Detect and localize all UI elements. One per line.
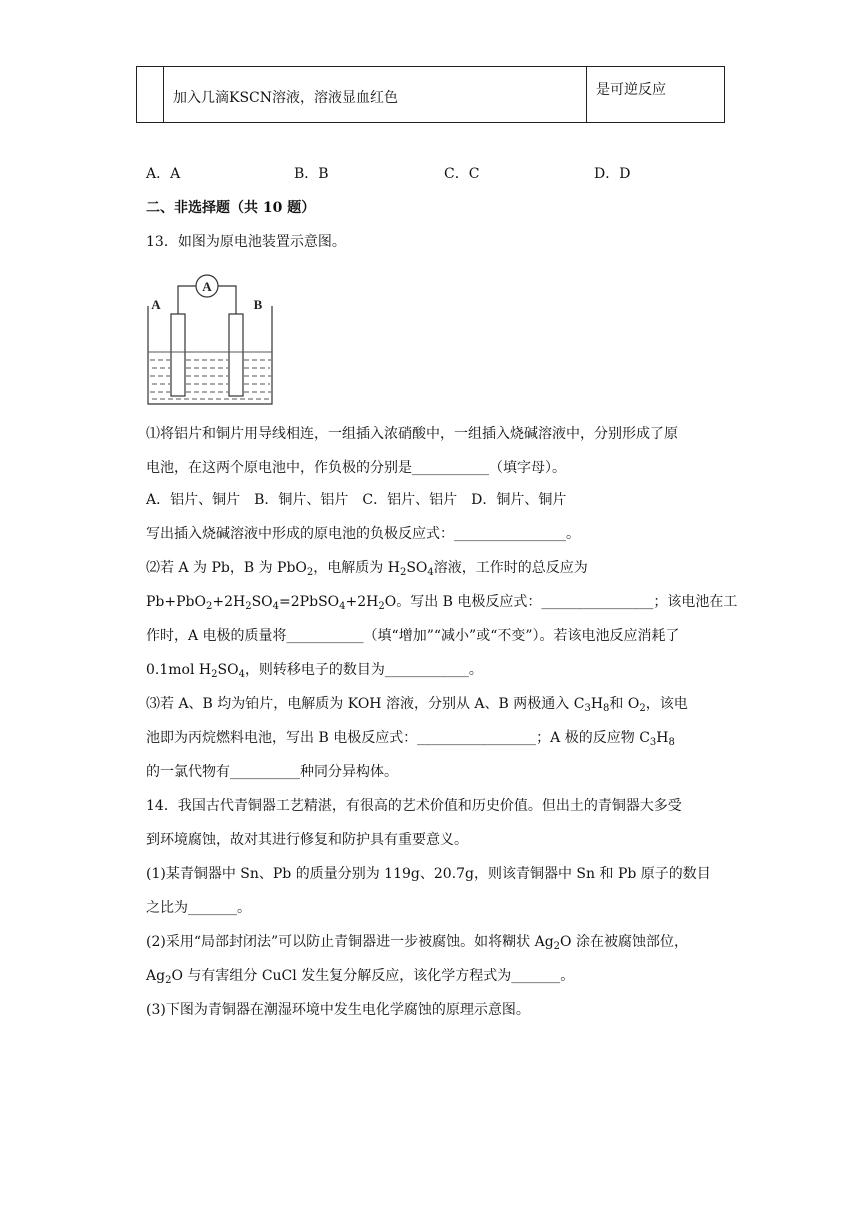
ammeter-label: A — [202, 279, 212, 294]
table-cell-conclusion: 是可逆反应 — [587, 67, 725, 123]
section-title: 二、非选择题（共 10 题） — [146, 200, 316, 216]
table-row — [137, 67, 725, 123]
galvanic-cell-diagram — [140, 264, 280, 410]
q13-p1-line1: ⑴将铝片和铜片用导线相连，一组插入浓硝酸中，一组插入烧碱溶液中，分别形成了原 — [146, 426, 678, 442]
q13-p1-choices: A．铝片、铜片 B．铜片、铝片 C．铝片、铝片 D．铜片、铜片 — [146, 492, 567, 508]
q13-p2-line1: ⑵若 A 为 Pb，B 为 PbO$_2$，电解质为 $H_2SO_4$溶液，工作时的总反应为 — [146, 560, 588, 578]
option-a[interactable]: A．A — [146, 166, 181, 182]
q13-p2-line3: 作时，A 电极的质量将___________（填“增加”“减小”或“不变”）。若该电池反应消耗了 — [146, 628, 680, 644]
q14-p2-line1: (2)采用“局部封闭法”可以防止青铜器进一步被腐蚀。如将糊状 $Ag_2O$ 涂在被腐蚀部位， — [146, 934, 688, 952]
q13-p2-line4: 0.1mol $H_2SO_4$，则转移电子的数目为____________。 — [146, 662, 483, 680]
electrode-a-label: A — [151, 297, 161, 312]
q14-p2-line2: $Ag_2O$ 与有害组分 CuCl 发生复分解反应，该化学方程式为_______。 — [146, 968, 575, 986]
q14-p3: (3)下图为青铜器在潮湿环境中发生电化学腐蚀的原理示意图。 — [146, 1002, 530, 1018]
q13-p2-line2: $Pb+PbO_2+2H_2SO_4=2PbSO_4+2H_2O$。写出 B 电极反应式：________________；该电池在工 — [146, 594, 738, 612]
q13-p3-line2: 池即为丙烷燃料电池，写出 B 电极反应式：_________________；A 极的反应物 $C_3H_8$ — [146, 730, 675, 748]
q13-p1-line3: 写出插入烧碱溶液中形成的原电池的负极反应式：________________。 — [146, 526, 580, 542]
q13-stem: 13．如图为原电池装置示意图。 — [146, 234, 346, 250]
q14-line2: 到环境腐蚀，故对其进行修复和防护具有重要意义。 — [146, 832, 468, 848]
table-cell-index — [137, 67, 164, 123]
q13-p3-line1: ⑶若 A、B 均为铂片，电解质为 KOH 溶液，分别从 A、B 两极通入 $C_3H_8$和 $O_2$，该电 — [146, 696, 688, 714]
electrode-b-label: B — [253, 297, 263, 312]
q14-p1-line2: 之比为_______。 — [146, 900, 251, 916]
q14-p1-line1: (1)某青铜器中 Sn、Pb 的质量分别为 119g、20.7g，则该青铜器中 Sn 和 Pb 原子的数目 — [146, 866, 711, 882]
option-b[interactable]: B．B — [294, 166, 329, 182]
q14-line1: 14．我国古代青铜器工艺精湛，有很高的艺术价值和历史价值。但出土的青铜器大多受 — [146, 798, 682, 814]
table-cell-reagent: 加入几滴KSCN溶液，溶液显血红色 — [164, 67, 587, 123]
q13-p3-line3: 的一氯代物有__________种同分异构体。 — [146, 764, 398, 780]
option-d[interactable]: D．D — [594, 166, 631, 182]
answer-table — [136, 66, 725, 123]
q13-p1-line2: 电池，在这两个原电池中，作负极的分别是___________（填字母）。 — [146, 460, 566, 476]
option-c[interactable]: C．C — [444, 166, 480, 182]
